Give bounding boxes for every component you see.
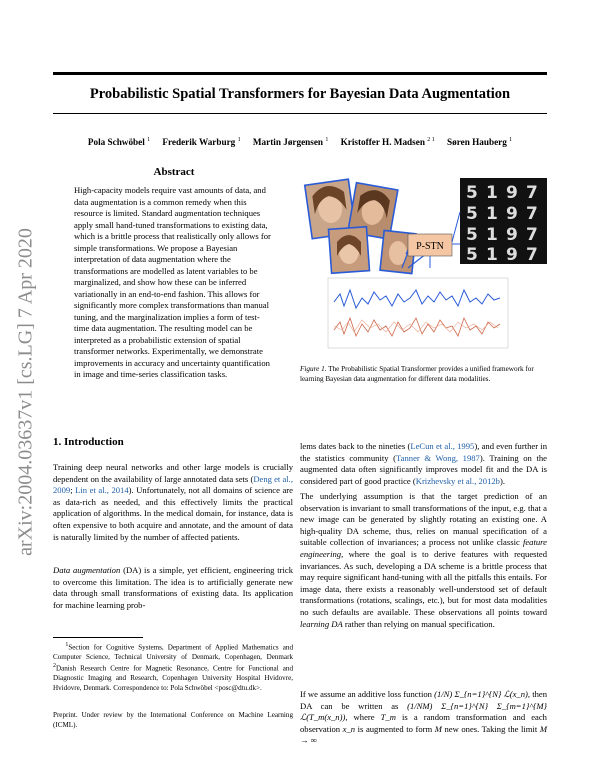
digit: 7 — [526, 245, 538, 265]
digit: 9 — [506, 245, 518, 265]
arxiv-sidebar — [8, 212, 44, 572]
intro-paragraph-1: Training deep neural networks and other large models is crucially dependent on the availability of large annotated data sets (Deng et al., 2009; Lin et al., 2014). Unfortunately, not all domains of science are as data-rich as needed, and this effectively limits the practical application of algorithms. In the medical domain, for instance, data is often expensive to both acquire and annotate, and the amount of data is naturally limited by the number of affected patients. — [53, 462, 293, 542]
footnote-affiliations: $^1$Section for Cognitive Systems, Department of Applied Mathematics and Computer Science, Technical University of Denmark, Copenhagen, Denmark $^2$Danish Research Centre for Magnetic Resonance, Centre for Functional and Diagnostic Imaging and Research, Copenhagen University Hospital Hvidovre, Hvidovre, Denmark. Correspondence to: Pola Schwöbel <posc@dtu.dk>. — [53, 642, 293, 692]
citation-link[interactable]: Lin et al., 2014 — [75, 485, 129, 496]
author: Martin Jørgensen $^1$ — [252, 137, 329, 148]
digit: 1 — [486, 204, 498, 224]
digit: 9 — [506, 225, 518, 245]
timeseries-plots — [328, 278, 508, 348]
digit: 1 — [486, 225, 498, 245]
figure-caption: Figure 1. The Probabilistic Spatial Transformer provides a unified framework for learning Bayesian data augmentation for different data modalities. — [300, 365, 534, 383]
author-list — [53, 137, 547, 147]
digit: 5 — [466, 183, 478, 203]
author: Søren Hauberg $^1$ — [447, 137, 513, 148]
digit: 7 — [526, 225, 538, 245]
author: Frederik Warburg $^1$ — [162, 137, 241, 148]
author: Pola Schwöbel $^1$ — [87, 137, 151, 148]
face-images — [305, 179, 416, 273]
footnote-rule — [53, 637, 143, 638]
caption-label: Figure 1. — [300, 365, 327, 373]
footnote-preprint: Preprint. Under review by the International Conference on Machine Learning (ICML). — [53, 711, 293, 729]
title-top-rule — [53, 72, 547, 75]
intro-paragraph-4: The underlying assumption is that the target prediction of an observation is invariant to small transformations of the input, e.g. that a new image can be generated by slightly rotating an existing one. A high-quality DA scheme, thus, relies on manual specification of a suitable collection of invariances; a process not unlike classic feature engineering, where the goal is to derive features with requested invariances. As such, developing a DA scheme is a brittle process that may require significant hand-tuning with all the pitfalls this entails. For image data, there exists a reasonably well-understood set of default transformations (rotations, scalings, etc.), but for most data modalities no such defaults are available. These observations all points toward learning DA rather than relying on manual specification. — [300, 491, 547, 629]
digit-images — [460, 178, 547, 265]
digit: 5 — [466, 225, 478, 245]
digit: 9 — [506, 204, 518, 224]
intro-paragraph-3: lems dates back to the nineties (LeCun et al., 1995), and even further in the statistics community (Tanner & Wong, 1987). Training on the augmented data often significantly improves model fit and the DA is considered part of good practice (Krizhevsky et al., 2012b). — [300, 441, 547, 486]
intro-paragraph-5: If we assume an additive loss function (1/N) Σ_{n=1}^{N} ℒ(x_n), then DA can be written as (1/NM) Σ_{n=1}^{N} Σ_{m=1}^{M} ℒ(T_m(x_n)), where T_m is a random transformation and each observation x_n is augmented to form M new ones. Taking the limit M → ∞ — [300, 689, 548, 746]
citation-link[interactable]: Deng et al., 2009 — [53, 473, 293, 496]
digit: 7 — [526, 204, 538, 224]
digit: 1 — [486, 245, 498, 265]
citation-link[interactable]: Tanner & Wong, 1987 — [396, 452, 480, 463]
author: Kristoffer H. Madsen $^{2 1}$ — [340, 137, 435, 148]
digit: 5 — [466, 245, 478, 265]
arxiv-id: arXiv:2004.03637v1 [cs.LG] 7 Apr 2020 — [14, 228, 37, 556]
citation-link[interactable]: Krizhevsky et al., 2012b — [415, 475, 500, 486]
title-bottom-rule — [53, 113, 547, 114]
paper-title: Probabilistic Spatial Transformers for Bayesian Data Augmentation — [89, 86, 511, 102]
abstract-heading: Abstract — [153, 166, 195, 178]
citation-link[interactable]: LeCun et al., 1995 — [410, 441, 475, 451]
digit: 9 — [506, 183, 518, 203]
digit: 1 — [486, 183, 498, 203]
section-heading-introduction: 1. Introduction — [53, 436, 124, 448]
abstract-text: High-capacity models require vast amounts of data, and data augmentation is a common remedy when this resource is limited. Standard augmentation techniques apply small hand-tuned transformations to existing data, which is a brittle process that realistically only allows for simple transformations. We propose a Bayesian interpretation of data augmentation where the transformations are modelled as latent variables to be marginalized, and show how these can be inferred variationally in an end-to-end fashion. This allows for significantly more complex transformations than manual tuning, and the marginalization implies a form of test-time data augmentation. The resulting model can be interpreted as a probabilistic extension of spatial transformer networks. Experimentally, we demonstrate improvements in accuracy and uncertainty quantification in image and time-series classification tasks. — [74, 185, 271, 379]
intro-paragraph-2: Data augmentation (DA) is a simple, yet efficient, engineering trick to overcome this limitation. The idea is to artificially generate new data through small transformations of existing data. Its application for machine learning prob- — [53, 565, 293, 610]
stn-label: P-STN — [416, 241, 444, 252]
digit: 5 — [466, 204, 478, 224]
digit: 7 — [526, 183, 538, 203]
figure-1 — [300, 172, 547, 357]
